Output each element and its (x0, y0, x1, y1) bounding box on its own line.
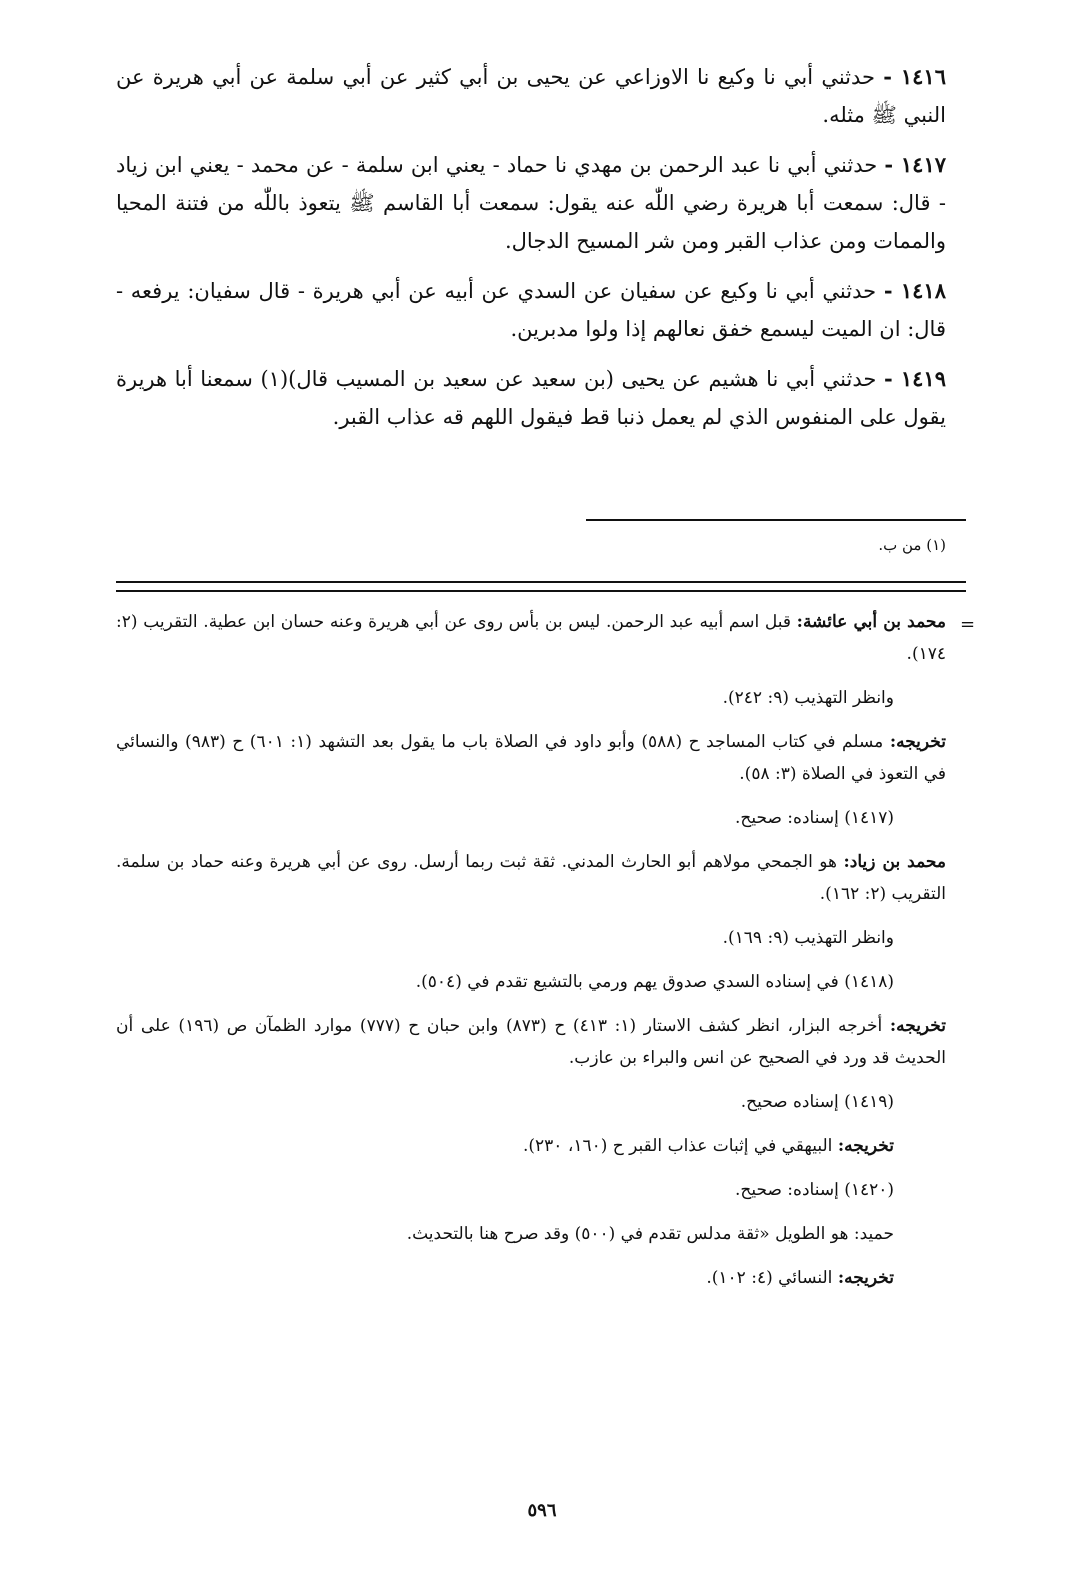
hadith-paragraph (116, 272, 946, 348)
double-rule (116, 581, 966, 592)
note-label: تخريجه: (889, 1016, 947, 1036)
note-text: (١٤٢٠) إسناده: صحيح. (734, 1180, 894, 1200)
continuation-mark: = (960, 614, 976, 635)
hadith-number: ١٤١٦ - (883, 64, 946, 89)
hadith-text: حدثني أبي نا عبد الرحمن بن مهدي نا حماد - يعني ابن سلمة - عن محمد - يعني ابن زياد - قال: سمعت أبا هريرة رضي اللّٰه عنه يقول: سمعت أبا القاسم ﷺ يتعوذ باللّٰه من فتنة المحيا والممات ومن عذاب القبر ومن شر المسيح الدجال. (116, 153, 946, 253)
note-label: تخريجه: (889, 732, 946, 752)
note-label: تخريجه: (837, 1136, 894, 1156)
commentary-note (116, 1010, 946, 1074)
commentary-note (116, 726, 946, 790)
hadith-text: حدثني أبي نا وكيع نا الاوزاعي عن يحيى بن أبي كثير عن أبي سلمة عن أبي هريرة عن النبي ﷺ مثله. (116, 65, 946, 127)
commentary-section (116, 606, 946, 1306)
commentary-note (116, 606, 946, 670)
commentary-note (116, 1262, 894, 1294)
note-text: النسائي (٤: ١٠٢). (706, 1268, 833, 1288)
footnote-rule (586, 519, 966, 521)
note-text: (١٤١٧) إسناده: صحيح. (734, 808, 894, 828)
page-number: ٥٩٦ (527, 1500, 557, 1521)
hadith-paragraph (116, 360, 946, 436)
commentary-note (116, 1174, 894, 1206)
commentary-note (116, 1218, 894, 1250)
hadith-number: ١٤١٩ - (883, 366, 946, 391)
hadith-section (116, 58, 946, 448)
commentary-note (116, 1130, 894, 1162)
note-label: محمد بن زياد: (843, 852, 947, 872)
commentary-note (116, 1086, 894, 1118)
note-text: البيهقي في إثبات عذاب القبر ح (١٦٠، ٢٣٠). (522, 1136, 833, 1156)
hadith-text: حدثني أبي نا هشيم عن يحيى (بن سعيد عن سعيد بن المسيب قال)(١) سمعنا أبا هريرة يقول على المنفوس الذي لم يعمل ذنبا قط فيقول اللهم قه عذاب القبر. (116, 367, 946, 429)
footnote: (١) من ب. (878, 536, 946, 554)
commentary-note (116, 682, 894, 714)
note-label: محمد بن أبي عائشة: (796, 612, 946, 632)
commentary-note (116, 922, 894, 954)
note-text: أخرجه البزار، انظر كشف الاستار (١: ٤١٣) ح (٨٧٣) وابن حبان ح (٧٧٧) موارد الظمآن ص (١٩٦) على أن الحديث قد ورد في الصحيح عن انس والبراء بن عازب. (116, 1016, 946, 1068)
hadith-text: حدثني أبي نا وكيع عن سفيان عن السدي عن أبيه عن أبي هريرة - قال سفيان: يرفعه - قال: ان الميت ليسمع خفق نعالهم إذا ولوا مدبرين. (116, 279, 946, 341)
hadith-paragraph (116, 58, 946, 134)
commentary-note (116, 846, 946, 910)
note-label: تخريجه: (837, 1268, 894, 1288)
note-text: وانظر التهذيب (٩: ١٦٩). (722, 928, 894, 948)
note-text: (١٤١٩) إسناده صحيح. (740, 1092, 894, 1112)
note-text: (١٤١٨) في إسناده السدي صدوق يهم ورمي بالتشيع تقدم في (٥٠٤). (415, 972, 894, 992)
commentary-note (116, 966, 894, 998)
hadith-number: ١٤١٧ - (884, 152, 947, 177)
note-text: حميد: هو الطويل «ثقة مدلس تقدم في (٥٠٠) وقد صرح هنا بالتحديث. (406, 1224, 894, 1244)
hadith-paragraph (116, 146, 946, 260)
note-text: وانظر التهذيب (٩: ٢٤٢). (722, 688, 894, 708)
commentary-note (116, 802, 894, 834)
hadith-number: ١٤١٨ - (883, 278, 946, 303)
note-text: مسلم في كتاب المساجد ح (٥٨٨) وأبو داود في الصلاة باب ما يقول بعد التشهد (١: ٦٠١) ح (٩٨٣) والنسائي في التعوذ في الصلاة (٣: ٥٨). (116, 732, 946, 784)
note-text: قبل اسم أبيه عبد الرحمن. ليس بن بأس روى عن أبي هريرة وعنه حسان ابن عطية. التقريب (٢: ١٧٤). (116, 612, 946, 664)
note-text: هو الجمحي مولاهم أبو الحارث المدني. ثقة ثبت ربما أرسل. روى عن أبي هريرة وعنه حماد بن سلمة. التقريب (٢: ١٦٢). (116, 852, 946, 904)
